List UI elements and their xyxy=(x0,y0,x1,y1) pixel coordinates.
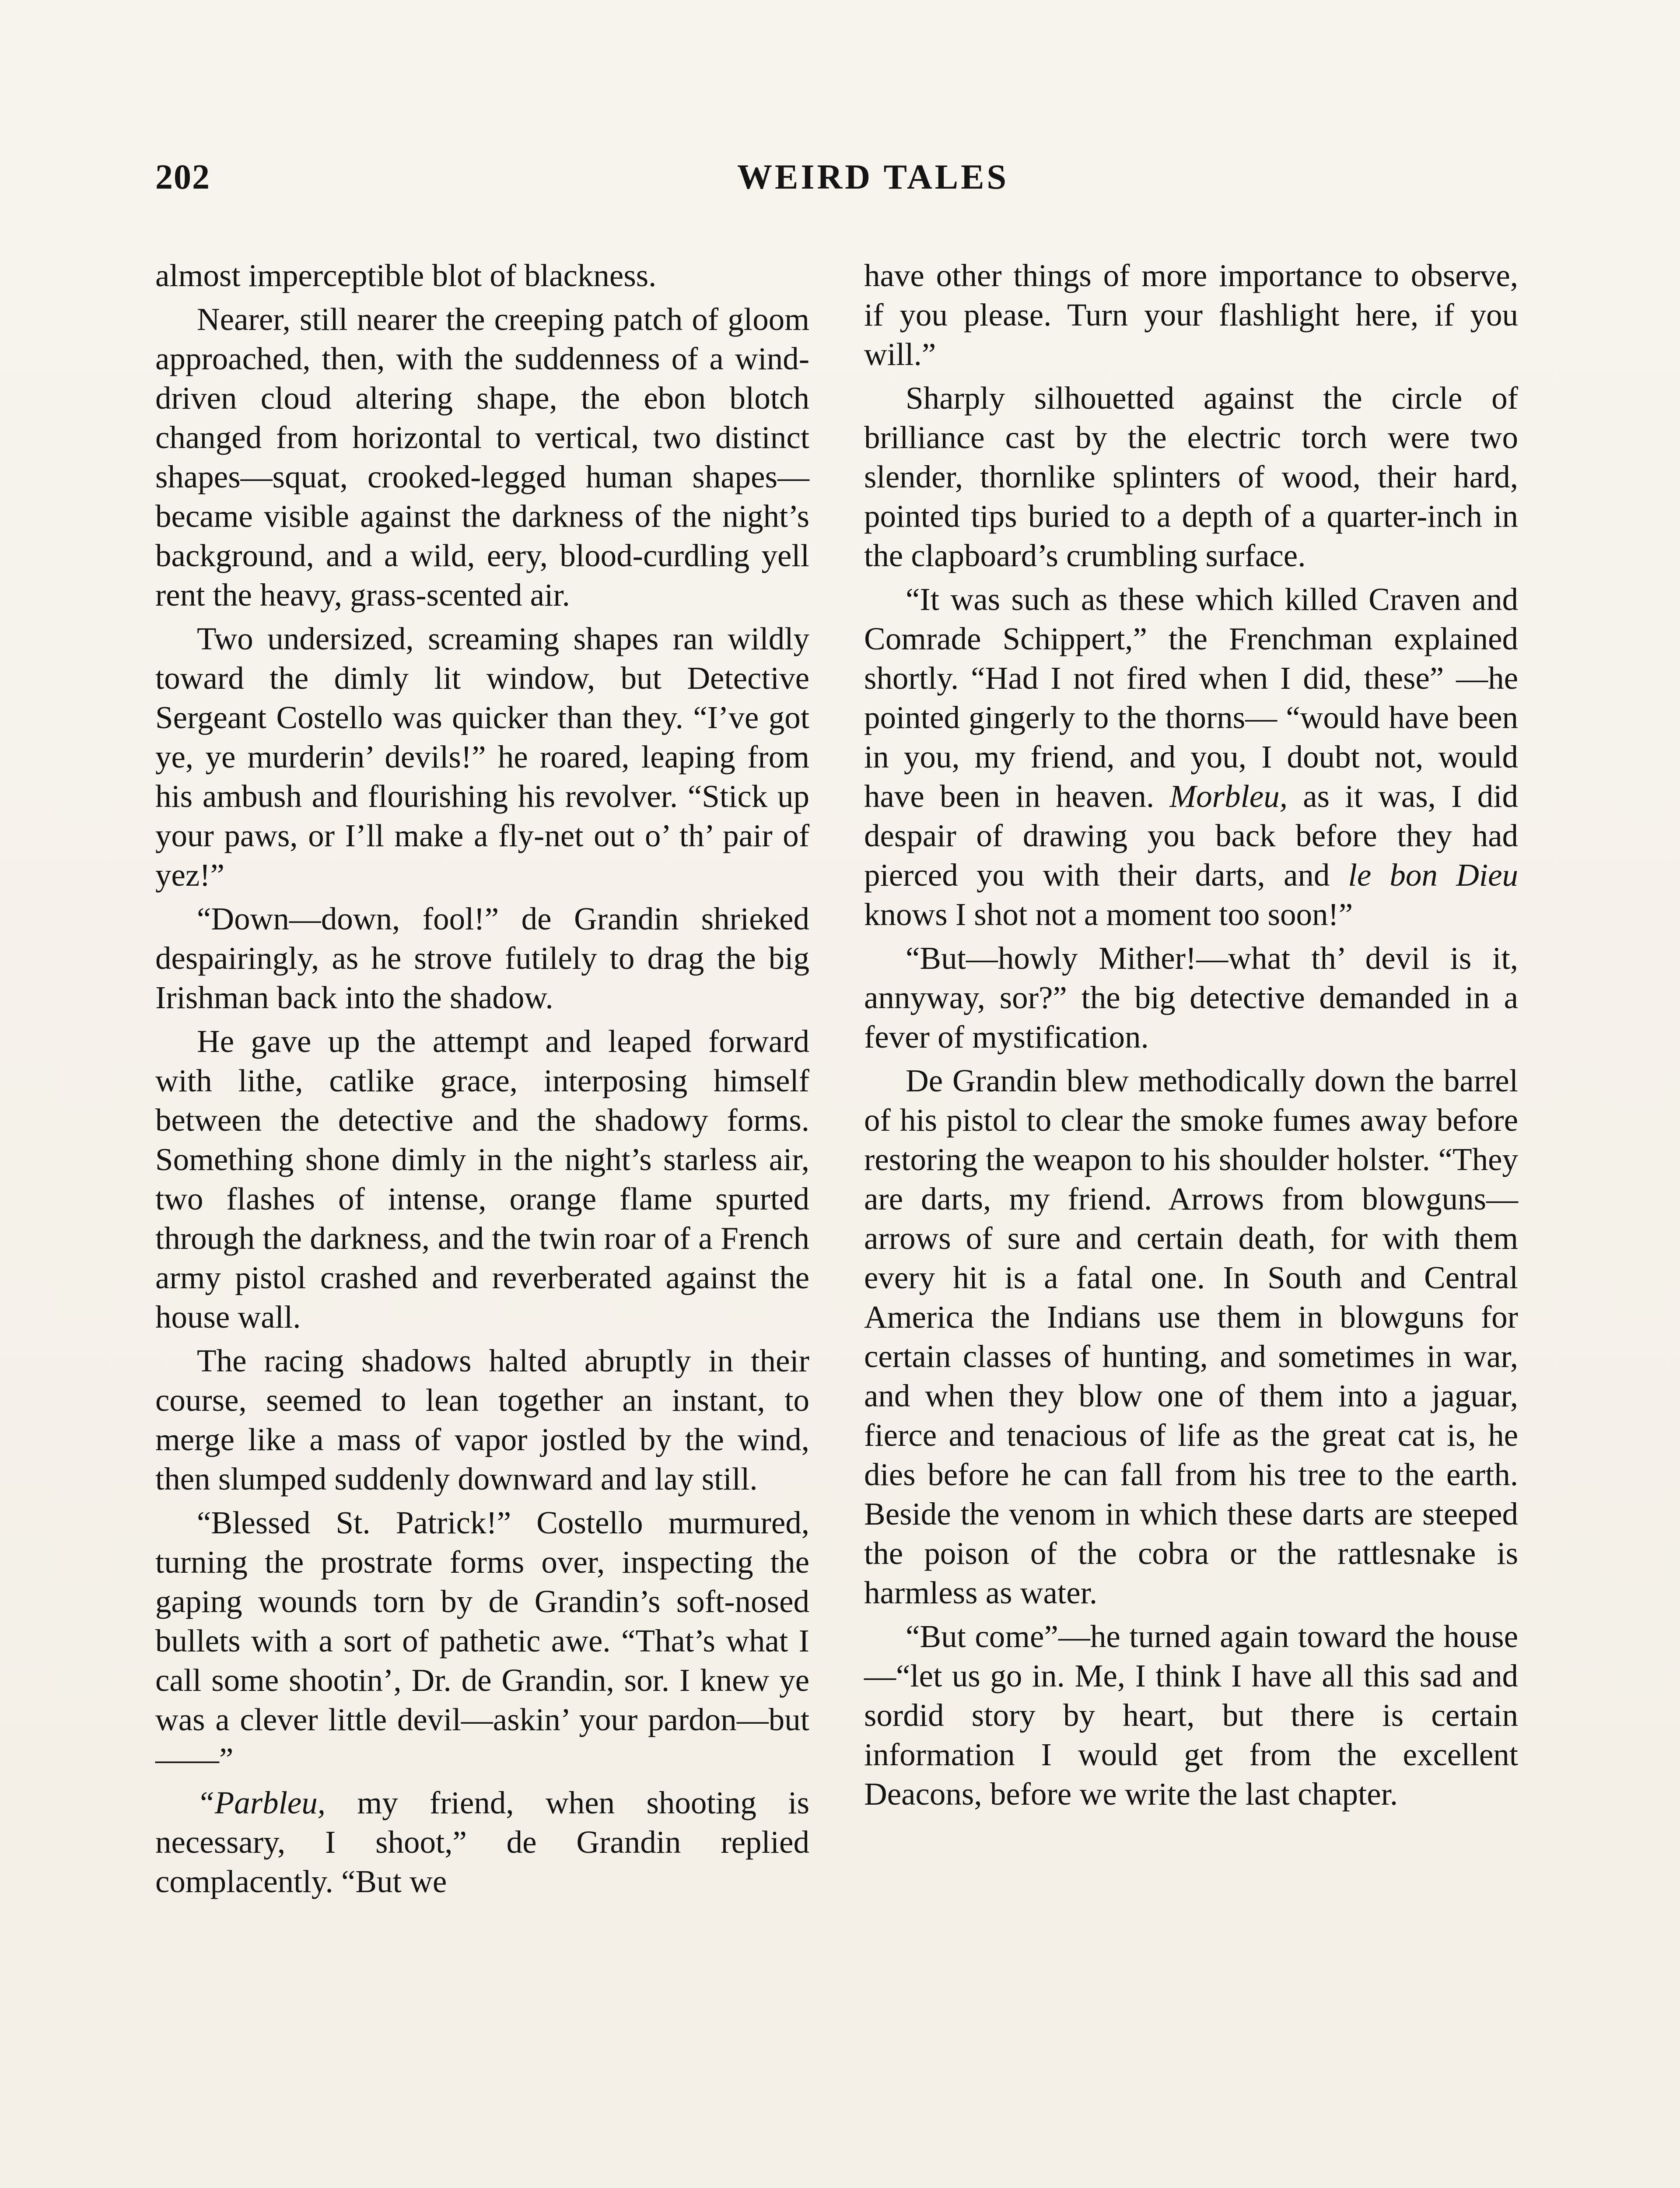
paragraph: He gave up the attempt and leaped forward with lithe, catlike grace, interposing himself between the detective and the shadowy forms. Something shone dimly in the night’s starless air, two flashes of intense, orange flame spurted through the darkness, and the twin roar of a French army pistol crashed and reverberated against the house wall. xyxy=(155,1024,809,1335)
page-header xyxy=(155,158,1527,206)
paragraph: Nearer, still nearer the creeping patch of gloom approached, then, with the suddenness of a wind-driven cloud altering shape, the ebon blotch changed from horizontal to vertical, two distinct shapes—squat, crooked-legged human shapes—became visible against the darkness of the night’s background, and a wild, eery, blood-curdling yell rent the heavy, grass-scented air. xyxy=(155,302,809,613)
paragraph: De Grandin blew methodically down the barrel of his pistol to clear the smoke fumes away before restoring the weapon to his shoulder holster. “They are darts, my friend. Arrows from blowguns—arrows of sure and certain death, for with them every hit is a fatal one. In South and Central America the Indians use them in blowguns for certain classes of hunting, and sometimes in war, and when they blow one of them into a jaguar, fierce and tenacious of life as the great cat is, he dies before he can fall from his tree to the earth. Beside the venom in which these darts are steeped the poison of the cobra or the rattlesnake is harmless as water. xyxy=(864,1063,1518,1610)
paragraph: Two undersized, screaming shapes ran wildly toward the dimly lit window, but Detective Sergeant Costello was quicker than they. “I’ve got ye, ye murderin’ devils!” he roared, leaping from his ambush and flourishing his revolver. “Stick up your paws, or I’ll make a fly-net out o’ th’ pair of yez!” xyxy=(155,621,809,893)
left-column xyxy=(155,256,809,1901)
running-title: WEIRD TALES xyxy=(737,158,1009,196)
page-number: 202 xyxy=(155,158,210,196)
right-column xyxy=(864,256,1518,1814)
paragraph: “Down—down, fool!” de Grandin shrieked despairingly, as he strove futilely to drag the big Irishman back into the shadow. xyxy=(155,901,809,1015)
paragraph: Sharply silhouetted against the circle of brilliance cast by the electric torch were two slender, thornlike splinters of wood, their hard, pointed tips buried to a depth of a quarter-inch in the clapboard’s crumbling surface. xyxy=(864,380,1518,573)
paragraph-text: “It was such as these which killed Craven and Comrade Schippert,” the Frenchman explained shortly. “Had I not fired when I did, these” —he pointed gingerly to the thorns— “would have been in you, my friend, and you, I doubt not, would have been in heaven. xyxy=(864,582,1518,814)
paragraph-text: knows I shot not a moment too soon!” xyxy=(864,897,1353,932)
paragraph xyxy=(155,1783,809,1901)
paragraph: almost imperceptible blot of blackness. xyxy=(155,258,657,293)
italic-text: le bon Dieu xyxy=(1348,857,1518,893)
italic-text: Morbleu, xyxy=(1169,778,1288,814)
paragraph: The racing shadows halted abruptly in their course, seemed to lean together an instant, to merge like a mass of vapor jostled by the wind, then slumped suddenly downward and lay still. xyxy=(155,1343,809,1497)
paragraph: “But come”—he turned again toward the house—“let us go in. Me, I think I have all this sad and sordid story by heart, but there is certain information I would get from the excellent Deacons, before we write the last chapter. xyxy=(864,1619,1518,1812)
paragraph-text: as it was, I did despair of drawing you back before they had pierced you with their darts, and xyxy=(864,778,1518,893)
italic-text: “Parbleu, xyxy=(197,1785,326,1820)
paragraph-text: my friend, when shooting is necessary, I shoot,” de Grandin replied complacently. “But we xyxy=(155,1785,809,1899)
paragraph: have other things of more importance to observe, if you please. Turn your flashlight here, if you will.” xyxy=(864,258,1518,372)
paragraph xyxy=(864,580,1518,934)
paragraph: “Blessed St. Patrick!” Costello murmured, turning the prostrate forms over, inspecting the gaping wounds torn by de Grandin’s soft-nosed bullets with a sort of pathetic awe. “That’s what I call some shootin’, Dr. de Grandin, sor. I knew ye was a clever little devil—askin’ your pardon—but——” xyxy=(155,1505,809,1777)
paragraph: “But—howly Mither!—what th’ devil is it, annyway, sor?” the big detective demanded in a fever of mystification. xyxy=(864,940,1518,1055)
